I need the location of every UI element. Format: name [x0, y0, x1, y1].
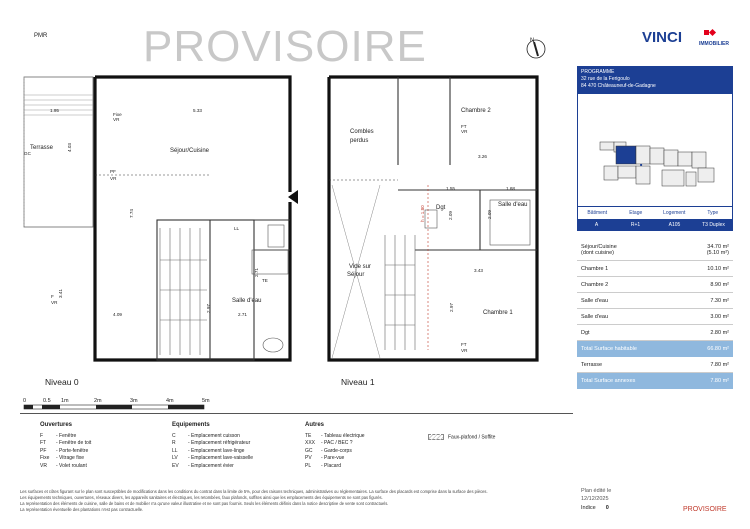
side-panel	[577, 66, 733, 389]
scale-tick: 0.5	[43, 398, 51, 404]
surface-row: Chambre 2 8.90 m²	[577, 277, 733, 293]
total-annexes-row: Total Surface annexes 7.80 m²	[577, 373, 733, 389]
total-habitable-row: Total Surface habitable 66.80 m²	[577, 341, 733, 357]
level1-label: Niveau 1	[341, 377, 375, 387]
legend-row: LL - Emplacement lave-linge	[172, 447, 245, 454]
legend-row: PF - Porte-fenêtre	[40, 447, 89, 454]
dim-h180: h = 1.80	[420, 205, 425, 222]
dim-403: 4.03	[67, 143, 72, 152]
scale-tick: 2m	[94, 398, 102, 404]
room-vide2: Séjour	[347, 272, 365, 278]
vr-code: VR	[113, 117, 120, 122]
scale-tick: 0	[23, 398, 27, 404]
room-perdus: perdus	[350, 138, 369, 144]
entry-arrow-icon	[288, 190, 298, 204]
dim-195: 1.95	[50, 108, 59, 113]
room-sde0: Salle d'eau	[232, 298, 262, 304]
vr-code-5: VR	[461, 348, 468, 353]
surface-row: Salle d'eau 7.30 m²	[577, 293, 733, 309]
legend-row: GC - Garde-corps	[305, 447, 352, 454]
legend-row: F - Fenêtre	[40, 432, 77, 439]
indice: Indice 0	[581, 505, 609, 511]
room-combles: Combles	[350, 129, 374, 135]
f-code: F	[51, 294, 54, 299]
vr-code-4: VR	[461, 129, 468, 134]
dim-341: 3.41	[58, 289, 63, 298]
legend-row: Fixe - Vitrage fixe	[40, 455, 84, 462]
room-dgt: Dgt	[436, 205, 446, 211]
legend-title: Autres	[305, 422, 325, 428]
level0-walls	[95, 77, 290, 360]
room-chambre2: Chambre 2	[461, 108, 491, 114]
ft-code-2: FT	[461, 342, 467, 347]
ft-code: FT	[461, 124, 467, 129]
dim-168: 1.68	[506, 186, 515, 191]
legend-row: XXX - PAC / BEC ?	[305, 440, 353, 447]
stairs-level1	[385, 235, 415, 350]
plan-date: Plan édité le 12/12/2025	[581, 488, 612, 502]
stairs-level0	[160, 228, 207, 355]
surface-row: Dgt 2.80 m²	[577, 325, 733, 341]
dim-271b: 2.71	[254, 268, 259, 277]
legend-row: FT - Fenêtre de toit	[40, 440, 92, 447]
dim-297b: 2.97	[449, 303, 454, 312]
legend-title: Equipements	[172, 422, 210, 428]
legend-row: EV - Emplacement évier	[172, 462, 234, 469]
scale-tick: 1m	[61, 398, 69, 404]
vr-code-2: VR	[110, 176, 117, 181]
legend-row: PV - Pare-vue	[305, 455, 345, 462]
annexe-row: Terrasse 7.80 m²	[577, 357, 733, 373]
faux-plafond-legend: Faux-plafond / Soffite	[428, 434, 495, 440]
room-sejour: Séjour/Cuisine	[170, 148, 210, 154]
key-plan-map	[577, 93, 733, 207]
north-label: N	[530, 38, 535, 44]
dim-209: 2.09	[448, 211, 453, 220]
scale-tick: 3m	[130, 398, 138, 404]
scale-tick: 5m	[202, 398, 210, 404]
legend-row: TE - Tableau électrique	[305, 432, 365, 439]
legend-row: C - Emplacement cuisson	[172, 432, 240, 439]
legend-row: VR - Volet roulant	[40, 462, 87, 469]
dim-209b: 2.09	[487, 210, 492, 219]
room-terrasse: Terrasse	[30, 145, 54, 151]
legend-equipements	[172, 422, 253, 471]
meta-values: A R+1 A105 T3 Duplex	[577, 219, 733, 231]
meta-headers: Bâtiment Etage Logement Type	[577, 207, 733, 219]
surface-row: Chambre 1 10.10 m²	[577, 261, 733, 277]
north-arrow-icon	[524, 36, 548, 60]
logo-sub: IMMOBILIER	[699, 41, 729, 47]
fixe-code: Fixe	[113, 112, 122, 117]
surface-table	[577, 239, 733, 389]
dim-155: 1.55	[446, 186, 455, 191]
legend-ouvertures	[40, 422, 91, 471]
legend-row: LV - Emplacement lave-vaisselle	[172, 455, 254, 462]
legend-row: R - Emplacement réfrigérateur	[172, 440, 251, 447]
logo-text: VINCI	[642, 29, 683, 46]
level1-walls	[329, 77, 537, 360]
terrasse-area	[24, 77, 93, 227]
surface-row: Salle d'eau 3.00 m²	[577, 309, 733, 325]
vr-code-3: VR	[51, 300, 58, 305]
dim-533: 5.33	[193, 108, 202, 113]
svg-text:■: ■	[640, 162, 643, 167]
provisoire-stamp: PROVISOIRE	[683, 506, 727, 513]
room-chambre1: Chambre 1	[483, 310, 513, 316]
legend-title: Ouvertures	[40, 422, 73, 428]
provisoire-watermark: PROVISOIRE	[143, 22, 427, 71]
gc-code: GC	[24, 151, 31, 156]
legend-row: PL - Placard	[305, 462, 342, 469]
surface-row: Séjour/Cuisine (dont cuisine) 34.70 m² (5.10 m²)	[577, 239, 733, 261]
legend-autres	[305, 422, 365, 471]
disclaimer: Les surfaces et côtes figurant sur le plan sont susceptibles de modifications dans les conditions du contrat dans la limite de 5%, pour des raisons techniques, administratives ou réglementaires. La surface des placards est comprise dans la surface des pièces. Les équipements techniques, ouvertures, réseaux divers, les appareils sanitaires et électriques, les retombées, faux plafonds, soffites ainsi que les emplacements des équipements ne sont pas figurés. La représentation des éléments de cuisine, salle de bains et de mobilier n'a qu'une valeur illustrative et ne sont pas fournis. Seuls les éléments définis dans la notice descriptive de vente sont contractuels. La représentation éventuelle des plantations n'est pas contractuelle.	[20, 489, 488, 512]
ll-code: LL	[234, 226, 240, 231]
dim-774: 7.74	[129, 209, 134, 218]
hatch-swatch	[428, 434, 444, 440]
level0-label: Niveau 0	[45, 377, 79, 387]
dim-326: 3.26	[478, 154, 487, 159]
dim-297a: 2.97	[206, 304, 211, 313]
te-code: TE	[262, 278, 268, 283]
pf-code: PF	[110, 169, 116, 174]
dim-271a: 2.71	[238, 312, 247, 317]
dim-343: 3.43	[474, 268, 483, 273]
programme-box: PROGRAMME 32 rue de la Ferigoulo 84 470 Châteauneuf-de-Gadagne	[577, 66, 733, 93]
scale-tick: 4m	[166, 398, 174, 404]
room-vide: Vide sur	[349, 264, 371, 270]
separator-line	[20, 413, 573, 414]
dim-409: 4.09	[113, 312, 122, 317]
pmr-label: PMR	[34, 33, 48, 39]
floor-plan	[20, 60, 573, 376]
room-sde1: Salle d'eau	[498, 202, 528, 208]
